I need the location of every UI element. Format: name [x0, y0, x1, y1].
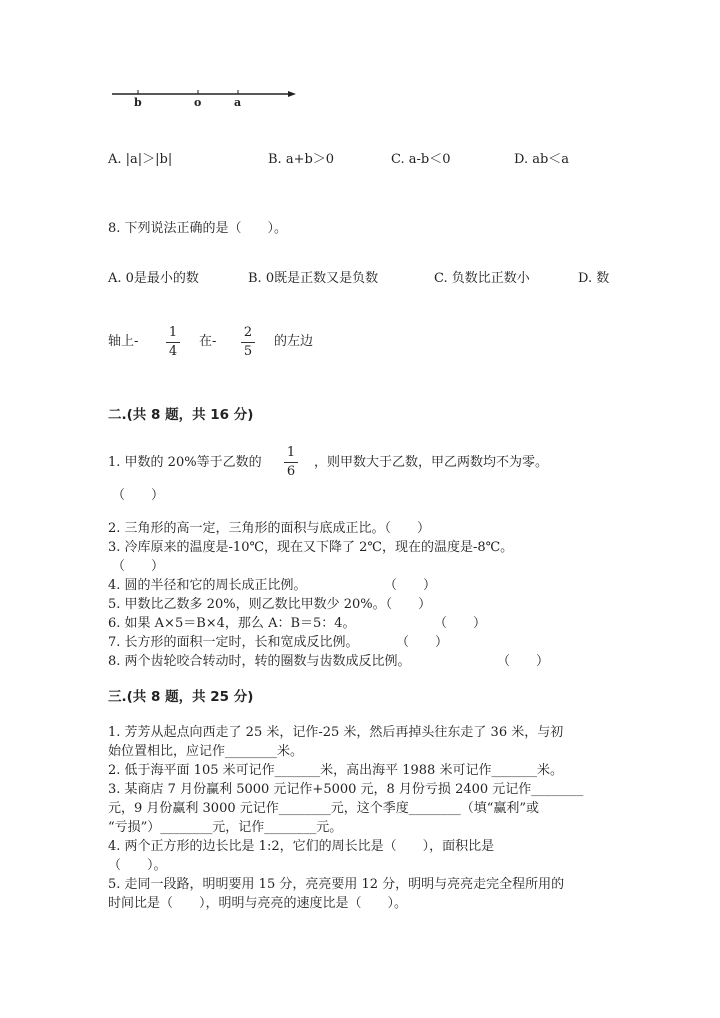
number-line-arrow	[288, 91, 296, 97]
q7-option-c: C. a-b＜0	[391, 152, 451, 167]
q8-option-d-cont-1: 轴上-	[108, 334, 139, 349]
number-line-label-o: o	[194, 96, 202, 109]
s2-q3-answer: （ ）	[112, 559, 165, 574]
s2-q7: 7. 长方形的面积一定时，长和宽成反比例。	[108, 635, 359, 650]
s3-q4-line2: （ ）。	[108, 858, 167, 873]
number-line-label-a: a	[234, 96, 242, 109]
q8-option-b: B. 0既是正数又是负数	[248, 271, 379, 286]
fraction-numerator: 1	[286, 445, 296, 460]
s3-q3-line1: 3. 某商店 7 月份赢利 5000 元记作+5000 元，8 月份亏损 2400 元记作________	[108, 782, 584, 797]
s2-q7-answer: （ ）	[396, 635, 449, 650]
s2-q8-answer: （ ）	[497, 654, 550, 669]
s2-q6: 6. 如果 A×5＝B×4，那么 A：B＝5：4。	[108, 616, 356, 631]
fraction-numerator: 2	[243, 325, 253, 340]
fraction-denominator: 6	[286, 464, 296, 479]
s2-q6-answer: （ ）	[434, 616, 487, 631]
s3-q4-line1: 4. 两个正方形的边长比是 1:2，它们的周长比是（ ），面积比是	[108, 839, 495, 854]
s2-q3: 3. 冷库原来的温度是-10℃，现在又下降了 2℃，现在的温度是-8℃。	[108, 540, 514, 555]
s3-q3-line3: “亏损”）________元，记作________元。	[108, 820, 343, 835]
q7-option-d: D. ab＜a	[514, 152, 570, 167]
s2-q1-part2: ，则甲数大于乙数，甲乙两数均不为零。	[314, 455, 549, 470]
q8-option-d-cont-2: 在-	[199, 334, 217, 349]
section-2-title: 二.(共 8 题，共 16 分)	[108, 407, 254, 423]
s3-q5-line2: 时间比是（ ），明明与亮亮的速度比是（ ）。	[108, 896, 408, 911]
s3-q1-line1: 1. 芳芳从起点向西走了 25 米，记作-25 米，然后再掉头往东走了 36 米，与初	[108, 725, 564, 740]
q7-option-b: B. a+b＞0	[268, 152, 335, 167]
s2-q8: 8. 两个齿轮咬合转动时，转的圈数与齿数成反比例。	[108, 654, 411, 669]
s3-q1-line2: 始位置相比，应记作________米。	[108, 744, 304, 759]
s3-q2: 2. 低于海平面 105 米可记作_______米，高出海平 1988 米可记作_______米。	[108, 763, 563, 778]
s2-q5: 5. 甲数比乙数多 20%，则乙数比甲数少 20%。（ ）	[108, 597, 432, 612]
s2-q4-answer: （ ）	[384, 578, 437, 593]
s2-q1-answer: （ ）	[112, 488, 165, 503]
s2-q2: 2. 三角形的高一定，三角形的面积与底成正比。（ ）	[108, 521, 431, 536]
fraction-one-sixth	[284, 445, 298, 480]
fraction-denominator: 4	[168, 344, 178, 359]
q8-stem: 8. 下列说法正确的是（ ）。	[108, 221, 288, 236]
fraction-numerator: 1	[168, 325, 178, 340]
q8-option-a: A. 0是最小的数	[108, 271, 199, 286]
fraction-two-fifths	[241, 325, 255, 360]
q8-option-d-start: D. 数	[578, 271, 610, 286]
fraction-denominator: 5	[243, 344, 253, 359]
s2-q4: 4. 圆的半径和它的周长成正比例。	[108, 578, 307, 593]
q8-option-c: C. 负数比正数小	[434, 271, 530, 286]
s3-q5-line1: 5. 走同一段路，明明要用 15 分，亮亮要用 12 分，明明与亮亮走完全程所用的	[108, 877, 565, 892]
q7-option-a: A. |a|＞|b|	[108, 152, 173, 167]
s2-q1-part1: 1. 甲数的 20%等于乙数的	[108, 455, 262, 470]
section-3-title: 三.(共 8 题，共 25 分)	[108, 689, 254, 705]
fraction-one-quarter	[166, 325, 180, 360]
number-line-label-b: b	[134, 96, 142, 109]
q8-option-d-cont-3: 的左边	[274, 334, 314, 349]
s3-q3-line2: 元，9 月份赢利 3000 元记作________元，这个季度________（填“赢利”或	[108, 801, 540, 816]
